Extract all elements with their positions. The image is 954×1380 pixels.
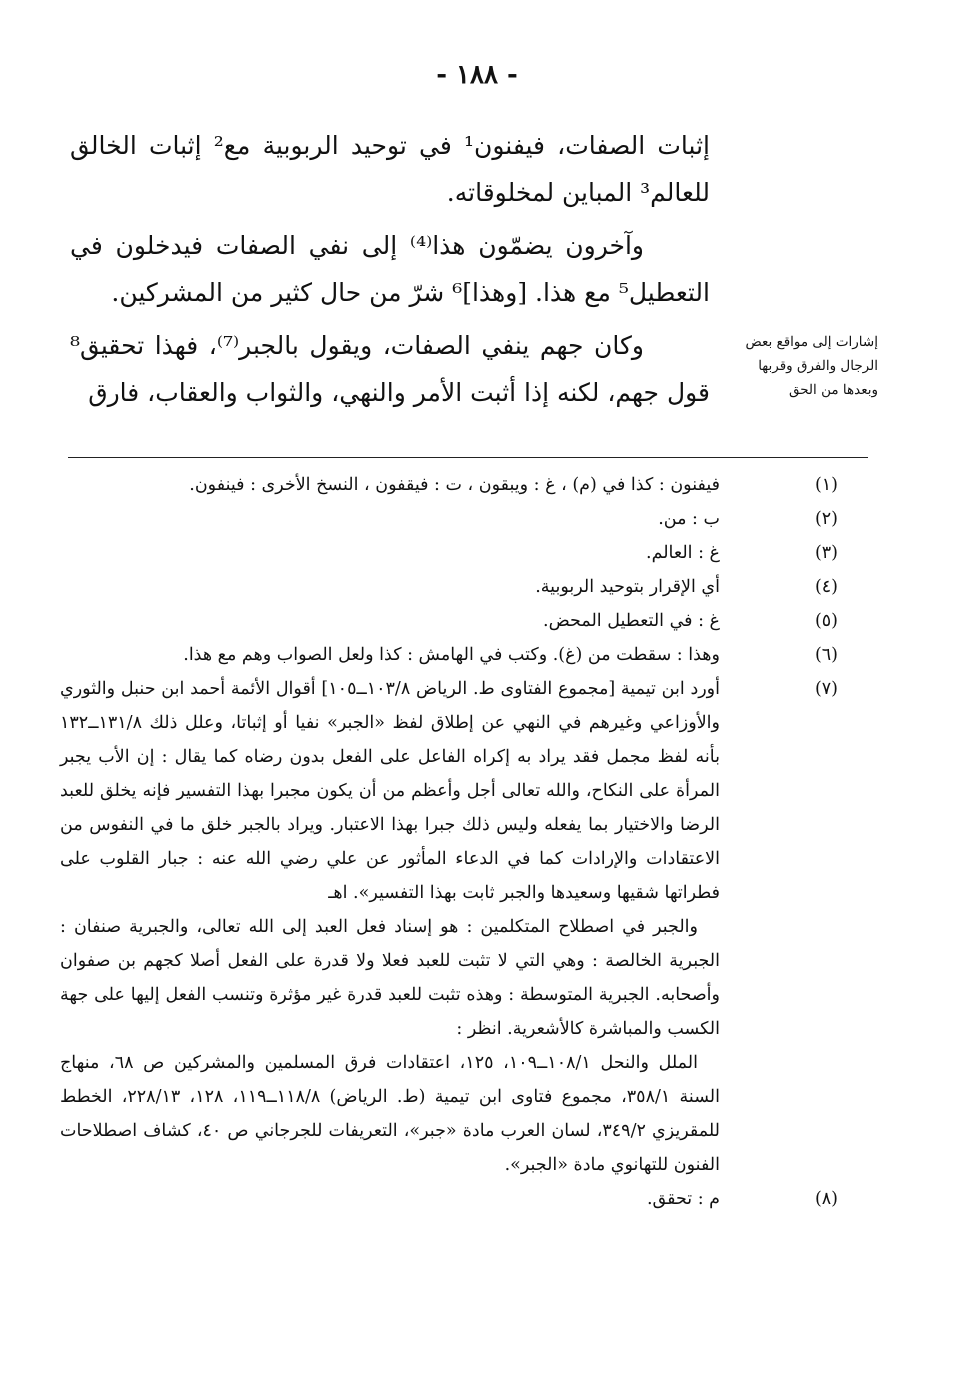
footnote-text: وهذا : سقطت من (غ). وكتب في الهامش : كذا ولعل الصواب وهم مع هذا.: [183, 645, 720, 665]
footnote-divider: [68, 457, 868, 458]
footnote: [60, 502, 838, 536]
footnote: [60, 468, 838, 502]
margin-note: إشارات إلى مواقع بعض الرجال والفرق وقربها وبعدها من الحق: [745, 334, 878, 398]
footnote-number: (٤): [814, 577, 838, 597]
footnote-text: ب : من.: [658, 509, 720, 529]
main-paragraph: وآخرون يضمّون هذا⁽⁴⁾ إلى نفي الصفات فيدخلون في التعطيل⁵ مع هذا. [وهذا]⁶ شرّ من حال كثير من المشركين.: [70, 231, 710, 307]
footnote-number: (١): [814, 475, 838, 495]
footnote-number: (٧): [814, 679, 838, 699]
footnote: [60, 1182, 838, 1216]
footnote-number: (٨): [814, 1189, 838, 1209]
main-text: [70, 122, 710, 416]
main-paragraph: إثبات الصفات، فيفنون¹ في توحيد الربوبية مع² إثبات الخالق للعالم³ المباين لمخلوقاته.: [70, 131, 710, 207]
footnote-number: (٥): [814, 611, 838, 631]
footnotes: [60, 468, 838, 1216]
footnote-continuation: والجبر في اصطلاح المتكلمين : هو إسناد فعل العبد إلى الله تعالى، والجبرية صنفان : الجبرية الخالصة : وهي التي لا تثبت للعبد فعلا ولا قدرة على الفعل أصلا كجهم بن صفوان وأصحابه. الجبرية المتوسطة : وهذه تثبت للعبد قدرة غير مؤثرة وتنسب الفعل إليها على جهة الكسب والمباشرة كالأشعرية. انظر :: [60, 917, 720, 1039]
footnote-number: (٦): [814, 645, 838, 665]
footnote-number: (٣): [814, 543, 838, 563]
footnote-text: فيفنون : كذا في (م) ، غ : ويبقون ، ت : فيقفون ، النسخ الأخرى : فينفون.: [189, 475, 720, 495]
footnote: [60, 536, 838, 570]
footnote-references: الملل والنحل ١٠٨/١ــ١٠٩، ١٢٥، اعتقادات فرق المسلمين والمشركين ص ٦٨، منهاج السنة ٣٥٨/١، مجموع فتاوى ابن تيمية (ط. الرياض) ١١٨/٨ــ١١٩، ١٢٨، ٢٢٨/١٣، الخطط للمقريزي ٣٤٩/٢، لسان العرب مادة «جبر»، التعريفات للجرجاني ص ٤٠، كشاف اصطلاحات الفنون للتهانوي مادة «الجبر».: [60, 1053, 720, 1175]
footnote-text: م : تحقق.: [646, 1189, 720, 1209]
footnote: [60, 638, 838, 672]
page-number: - ١٨٨ -: [436, 60, 518, 90]
footnote-text: غ : في التعطيل المحض.: [543, 611, 720, 631]
footnote-number: (٢): [814, 509, 838, 529]
footnote: [60, 604, 838, 638]
footnote-text: غ : العالم.: [646, 543, 720, 563]
footnote: [60, 672, 838, 910]
footnote-text: أورد ابن تيمية [مجموع الفتاوى ط. الرياض ١٠٣/٨ــ١٠٥] أقوال الأئمة أحمد ابن حنبل والثوري والأوزاعي وغيرهم في النهي عن إطلاق لفظ «الجبر» نفيا أو إثباتا، وعلل ذلك ١٣١/٨ــ١٣٢ بأنه لفظ مجمل فقد يراد به إكراه الفاعل على الفعل بدون رضاه كما يقال : إن الأب يجبر المرأة على النكاح، والله تعالى أجل وأعظم من أن يكون مجبرا بهذا التفسير فإنه يخلق للعبد الرضا والاختيار بما يفعله وليس ذلك جبرا بهذا الاعتبار. ويراد بالجبر خلق ما في النفوس من الاعتقادات والإرادات كما في الدعاء المأثور عن علي رضي الله عنه : جبار القلوب على فطراتها شقيها وسعيدها والجبر ثابت بهذا التفسير». اهـ: [60, 679, 720, 903]
main-paragraph: وكان جهم ينفي الصفات، ويقول بالجبر⁽⁷⁾، فهذا تحقيق⁸ قول جهم، لكنه إذا أثبت الأمر والنهي، والثواب والعقاب، فارق: [70, 331, 710, 407]
footnote: [60, 570, 838, 604]
footnote-text: أي الإقرار بتوحيد الربوبية.: [535, 577, 720, 597]
